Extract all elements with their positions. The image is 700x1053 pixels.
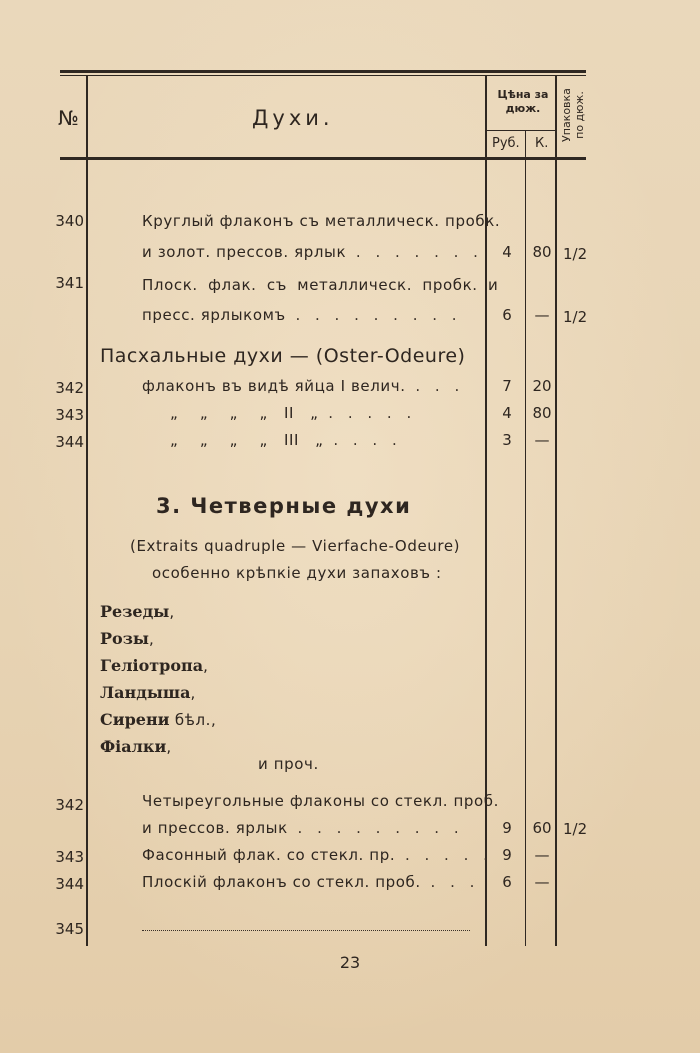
price-kop: —: [534, 306, 550, 324]
packing-value: 1/2: [563, 820, 588, 838]
scent-item: Резеды,: [100, 602, 175, 621]
item-number: 340: [55, 212, 84, 230]
price-kop: 20: [532, 377, 552, 395]
price-rub: 3: [502, 431, 512, 449]
item-description: „ „ „ „ III „ . . . .: [170, 431, 402, 449]
price-kop: 60: [532, 819, 552, 837]
price-kop: 80: [532, 243, 552, 261]
item-number: 342: [55, 796, 84, 814]
price-rub: 9: [502, 846, 512, 864]
item-description: Фасонный флак. со стекл. пр. . . . . .: [142, 846, 493, 864]
price-rub: 4: [502, 404, 512, 422]
item-description-cont: пресс. ярлыкомъ . . . . . . . . .: [142, 306, 462, 324]
packing-column-header: Упаковка по дюж.: [560, 88, 586, 142]
scent-item: Фіалки,: [100, 737, 172, 756]
scent-item: Ландыша,: [100, 683, 196, 702]
price-left-rule: [485, 76, 487, 946]
item-description: флаконъ въ видѣ яйца I велич. . . .: [142, 377, 465, 395]
scent-item: Розы,: [100, 629, 155, 648]
item-number: 345: [55, 920, 84, 938]
item-description: Плоскій флаконъ со стекл. проб. . . .: [142, 873, 480, 891]
price-kop: —: [534, 873, 550, 891]
price-column-header: Цѣна за дюж.: [497, 88, 549, 115]
etc-note: и проч.: [258, 755, 319, 773]
rub-kop-rule: [525, 131, 526, 946]
item-number: 342: [55, 379, 84, 397]
packing-value: 1/2: [563, 308, 588, 326]
price-rub: 6: [502, 306, 512, 324]
item-number: 343: [55, 848, 84, 866]
page-title: Духи.: [252, 106, 334, 130]
item-number: 341: [55, 274, 84, 292]
item-description: Четыреугольные флаконы со стекл. проб.: [142, 792, 500, 810]
price-rub: 4: [502, 243, 512, 261]
price-right-rule: [555, 76, 557, 946]
item-description: Плоск. флак. съ металлическ. пробк. и: [142, 276, 499, 294]
top-rule-thin: [60, 75, 586, 76]
price-rub: 6: [502, 873, 512, 891]
section-heading-3: 3. Четверные духи: [156, 494, 412, 518]
section-heading-easter: Пасхальные духи — (Oster-Odeure): [100, 345, 466, 367]
header-bottom-rule: [60, 157, 586, 160]
left-column-rule: [86, 76, 88, 946]
item-description-cont: и золот. прессов. ярлык . . . . . . .: [142, 243, 483, 261]
price-kop: 80: [532, 404, 552, 422]
price-rub: 7: [502, 377, 512, 395]
page-number: 23: [339, 953, 361, 972]
number-column-header: №: [58, 106, 79, 130]
section-note: особенно крѣпкіе духи запаховъ :: [152, 564, 442, 582]
scent-item: Геліотропа,: [100, 656, 209, 675]
price-kop: —: [534, 846, 550, 864]
item-number: 344: [55, 433, 84, 451]
price-kop: —: [534, 431, 550, 449]
dotted-fill-line: [142, 930, 470, 931]
kop-column-header: К.: [535, 136, 549, 151]
section-subtitle: (Extraits quadruple — Vierfache-Odeure): [130, 537, 461, 555]
price-subrule: [486, 130, 556, 131]
top-rule: [60, 70, 586, 73]
scent-item: Сирени бѣл.,: [100, 710, 217, 729]
item-number: 343: [55, 406, 84, 424]
rub-column-header: Руб.: [492, 136, 520, 151]
item-number: 344: [55, 875, 84, 893]
item-description-cont: и прессов. ярлык . . . . . . . . .: [142, 819, 464, 837]
item-description: Круглый флаконъ съ металлическ. пробк.: [142, 212, 501, 230]
packing-value: 1/2: [563, 245, 588, 263]
item-description: „ „ „ „ II „ . . . . .: [170, 404, 417, 422]
price-rub: 9: [502, 819, 512, 837]
